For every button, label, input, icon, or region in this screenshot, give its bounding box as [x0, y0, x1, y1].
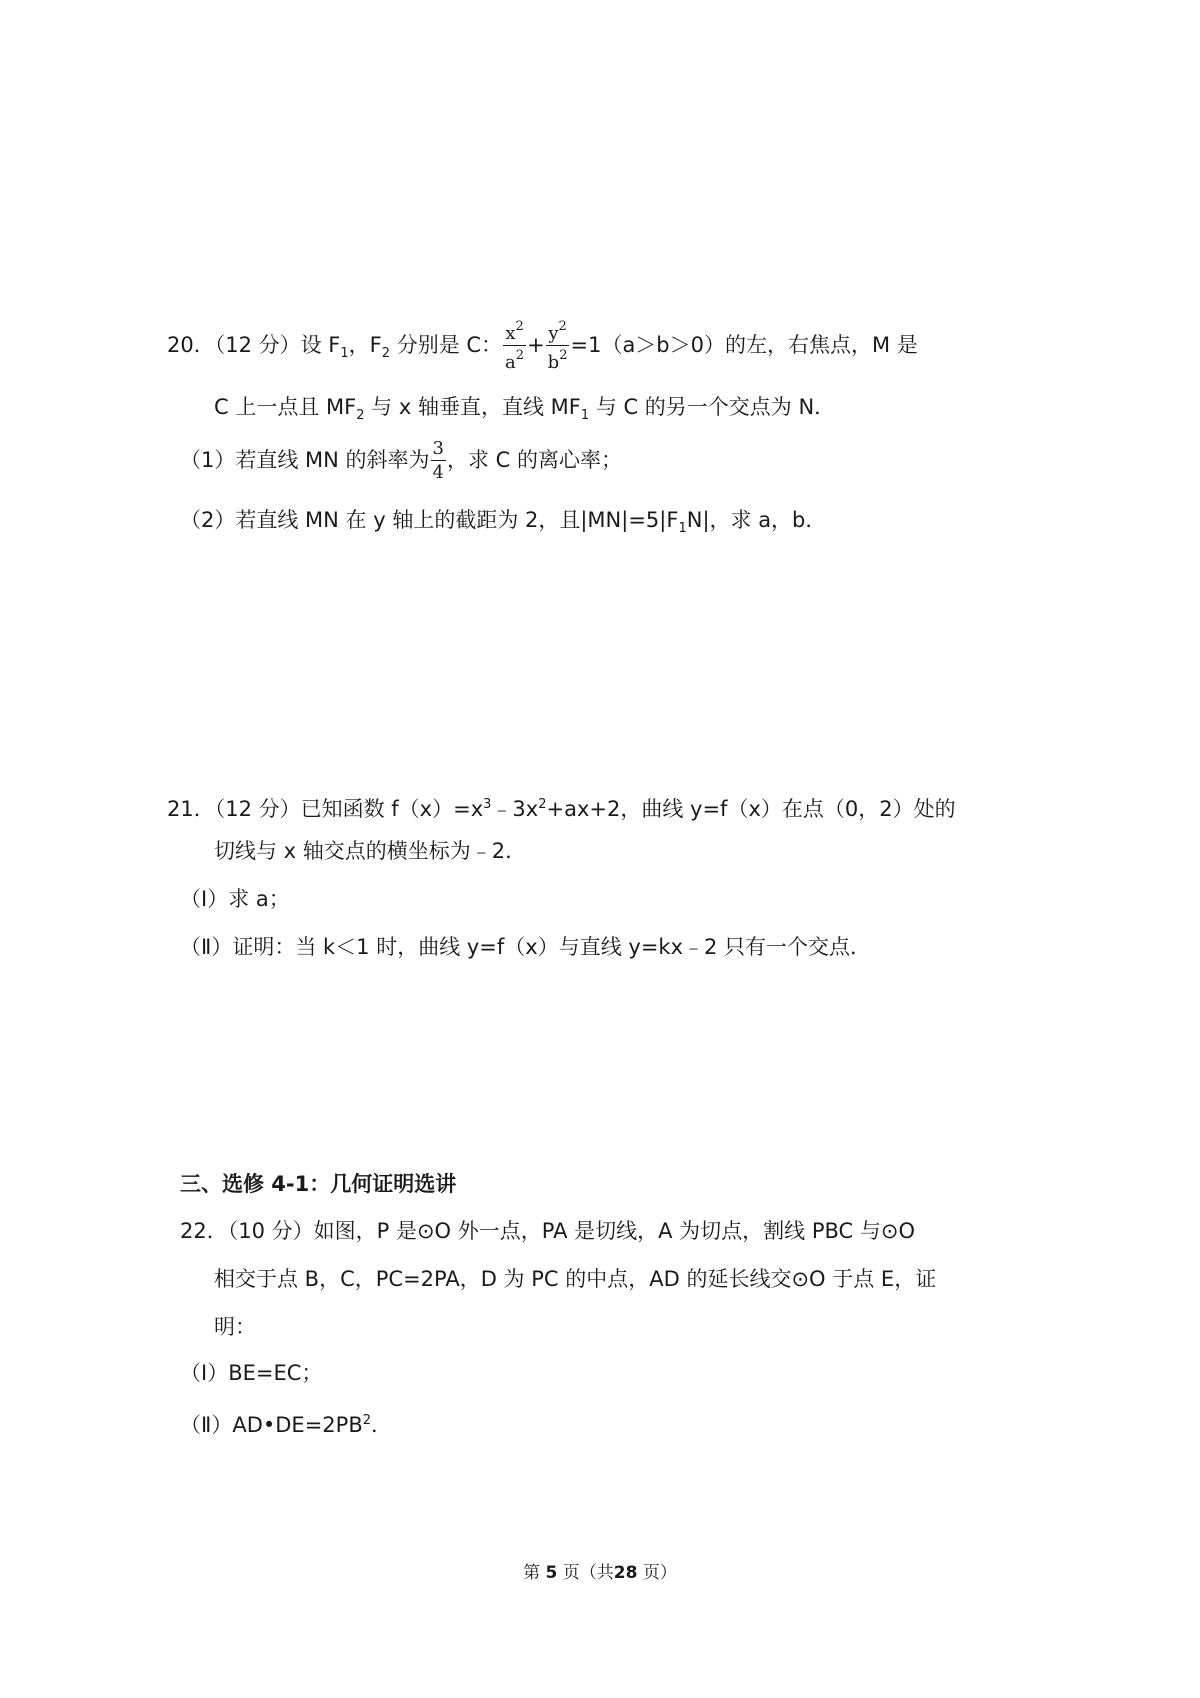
q20-part-2: （2）若直线 MN 在 y 轴上的截距为 2，且$|MN|=5|F_1N|$，求 a，b．: [180, 508, 827, 537]
q21-stem-line-2: 切线与 x 轴交点的横坐标为﹣2．: [214, 839, 527, 863]
q20-fraction-3-4: $\frac{3}{4}$: [432, 438, 444, 483]
page-footer: 第 5 页（共28 页）: [523, 1563, 677, 1583]
page-number: 5: [545, 1563, 558, 1583]
q20-stem-line-1: [167, 320, 918, 372]
q20-text-a: 20．（12 分）设 F: [167, 333, 341, 357]
q21-stem-line-1: 21．（12 分）已知函数 $f(x)=x^3﹣3x^2+ax+2$，曲线 y=f（x）在点（0，2）处的: [167, 797, 956, 821]
q20-sub-1: 1: [340, 346, 349, 362]
q20-plus: +: [527, 333, 545, 357]
q20-stem-line-2: C 上一点且 $MF_2$ 与 x 轴垂直，直线 $MF_1$ 与 C 的另一个交点为 N．: [214, 395, 836, 424]
q21-part-1: （Ⅰ）求 a；: [180, 887, 290, 911]
q22-stem-line-3: 明：: [214, 1315, 256, 1339]
page-total: 28: [613, 1563, 638, 1583]
q22-stem-line-1: 22．（10 分）如图，P 是⊙O 外一点，PA 是切线，A 为切点，割线 PBC 与⊙O: [180, 1219, 915, 1243]
section-heading: 三、选修 4-1：几何证明选讲: [180, 1172, 457, 1196]
q20-part-1: （1）若直线 MN 的斜率为 $\frac{3}{4}$ ，求 C 的离心率；: [180, 438, 623, 483]
q20-text-d: =1（a＞b＞0）的左，右焦点，M 是: [570, 333, 918, 357]
q22-stem-line-2: 相交于点 B，C，PC=2PA，D 为 PC 的中点，AD 的延长线交⊙O 于点 E，证: [214, 1267, 937, 1291]
q22-part-1: （Ⅰ）BE=EC；: [180, 1361, 323, 1385]
q20-text-c: 分别是 C：: [390, 333, 503, 357]
q21-part-2: （Ⅱ）证明：当 k＜1 时，曲线 y=f（x）与直线 y=kx﹣2 只有一个交点．: [180, 935, 872, 959]
q20-fraction-x2-a2: $\frac{x^2}{a^2}$: [505, 319, 525, 373]
q20-sub-2: 2: [381, 346, 391, 362]
q20-fraction-y2-b2: $\frac{y^2}{b^2}$: [547, 319, 568, 373]
q22-part-2: $(Ⅱ)AD•DE=2PB^2$．: [180, 1413, 393, 1437]
q20-text-b: ，F: [348, 333, 382, 357]
